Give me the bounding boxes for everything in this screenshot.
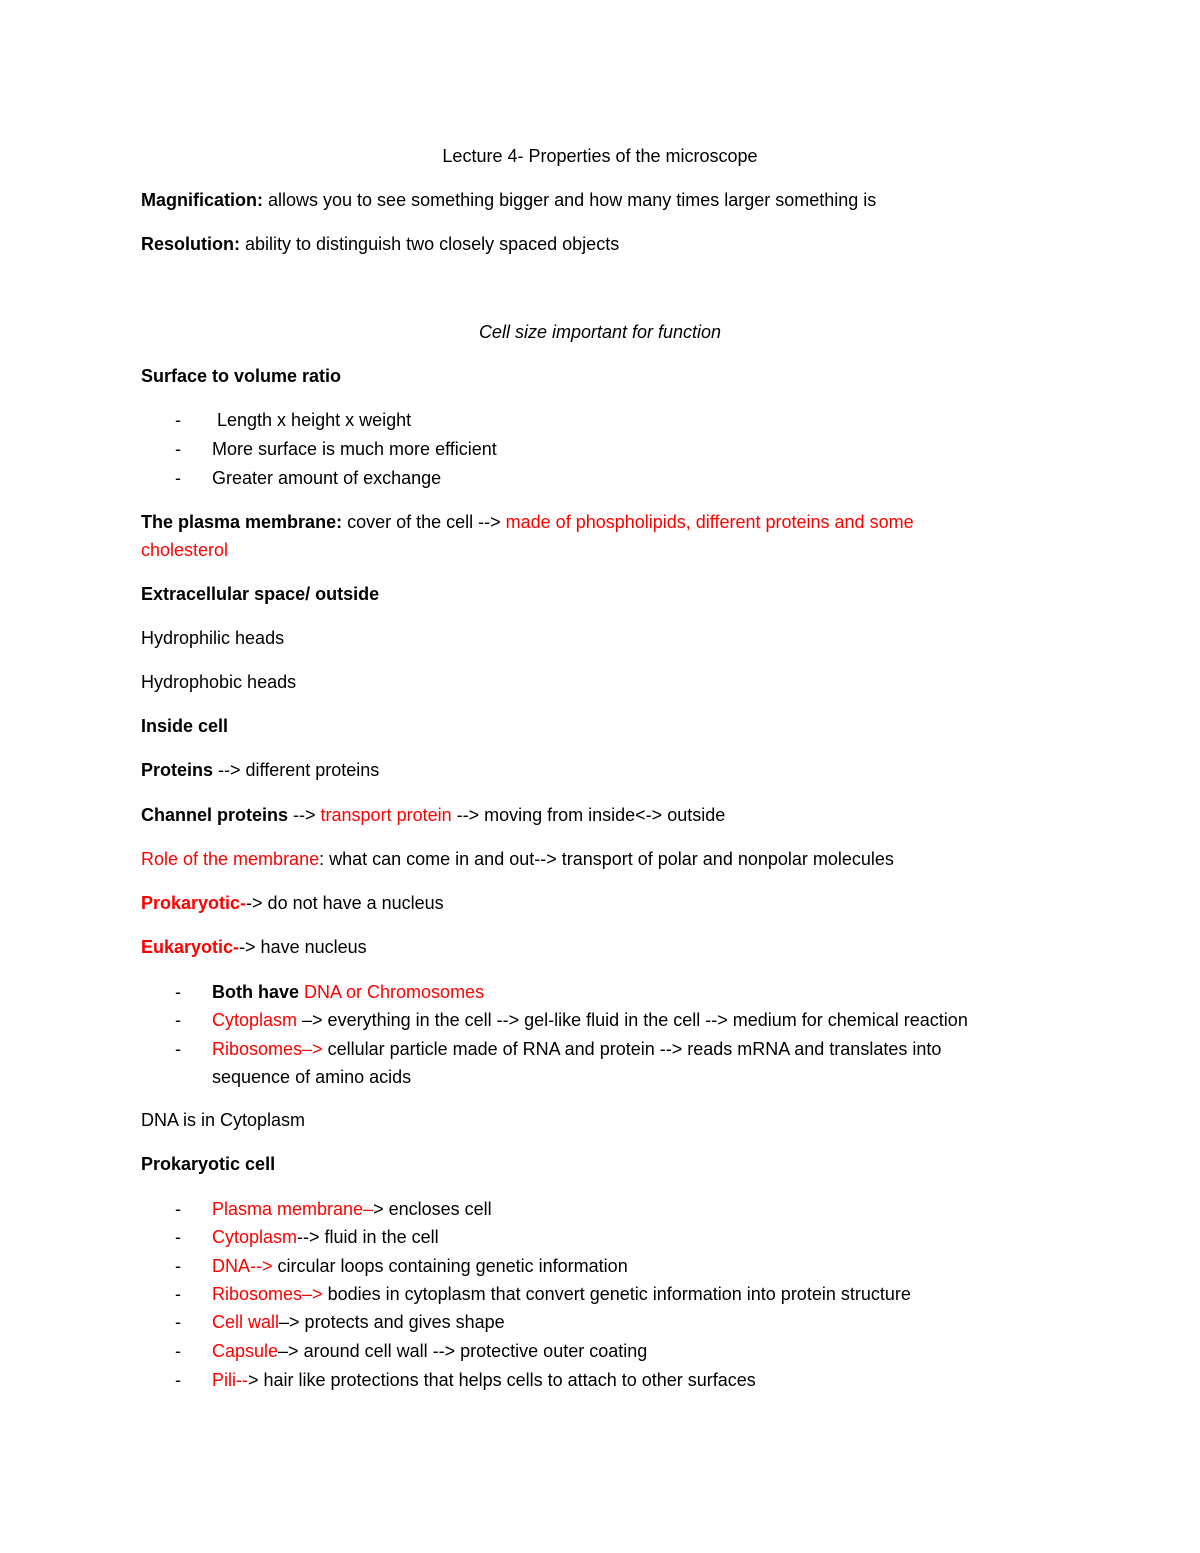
proteins-label: Proteins xyxy=(141,760,214,780)
list-item-text: Greater amount of exchange xyxy=(212,468,442,488)
list-item-text: --> fluid in the cell xyxy=(297,1227,439,1247)
list-item-text: bodies in cytoplasm that convert genetic information into protein structure xyxy=(327,1284,911,1304)
list-item xyxy=(175,1368,756,1392)
proteins-line xyxy=(141,758,379,782)
dash: - xyxy=(175,1312,181,1332)
list-item xyxy=(175,1282,911,1306)
list-item-text: cellular particle made of RNA and protein --> reads mRNA and translates into xyxy=(327,1039,942,1059)
list-item xyxy=(175,1037,941,1061)
dash: - xyxy=(175,1199,181,1219)
list-item xyxy=(175,466,441,490)
hydrophobic-line: Hydrophobic heads xyxy=(141,672,297,692)
magnification-text: allows you to see something bigger and how many times larger something is xyxy=(263,190,877,210)
resolution-text: ability to distinguish two closely spaced objects xyxy=(240,234,620,254)
list-item-text: > hair like protections that helps cells to attach to other surfaces xyxy=(248,1370,756,1390)
proteins-text: --> different proteins xyxy=(213,760,380,780)
channel-text: --> xyxy=(288,805,321,825)
plasma-red: made of phospholipids, different proteins and some xyxy=(505,512,914,532)
dash: - xyxy=(175,410,181,430)
list-item xyxy=(175,1197,492,1221)
prokaryotic-red: Prokaryotic- xyxy=(141,893,247,913)
prok-cell-heading: Prokaryotic cell xyxy=(141,1154,276,1174)
dash: - xyxy=(175,1010,181,1030)
role-text: : what can come in and out--> transport of polar and nonpolar molecules xyxy=(319,849,894,869)
list-item-red: Pili-- xyxy=(212,1370,248,1390)
dna-line: DNA is in Cytoplasm xyxy=(141,1110,306,1130)
dash: - xyxy=(175,982,181,1002)
plasma-red-cont: cholesterol xyxy=(141,540,229,560)
dash: - xyxy=(175,439,181,459)
plasma-text: cover of the cell --> xyxy=(342,512,506,532)
role-red: Role of the membrane xyxy=(141,849,320,869)
dash: - xyxy=(175,1039,181,1059)
prokaryotic-text: -> do not have a nucleus xyxy=(246,893,444,913)
eukaryotic-text: -> have nucleus xyxy=(239,937,367,957)
dash: - xyxy=(175,1256,181,1276)
list-item-text: > encloses cell xyxy=(373,1199,492,1219)
magnification-line xyxy=(141,188,876,212)
list-item-red: Ribosomes–> xyxy=(212,1039,328,1059)
role-line xyxy=(141,847,894,871)
list-item-text: More surface is much more efficient xyxy=(212,439,497,459)
list-item xyxy=(175,408,411,432)
dash: - xyxy=(175,1284,181,1304)
channel-label: Channel proteins xyxy=(141,805,289,825)
prokaryotic-line xyxy=(141,891,444,915)
list-item xyxy=(175,437,497,461)
dash: - xyxy=(175,1341,181,1361)
list-item xyxy=(175,1008,968,1032)
list-item-text: Length x height x weight xyxy=(212,410,412,430)
list-item xyxy=(175,1310,505,1334)
sv-heading: Surface to volume ratio xyxy=(141,366,342,386)
list-item-text: –> around cell wall --> protective outer coating xyxy=(278,1341,648,1361)
list-item xyxy=(175,1254,628,1278)
channel-red: transport protein xyxy=(320,805,452,825)
list-item-red: Cell wall xyxy=(212,1312,280,1332)
inside-heading: Inside cell xyxy=(141,716,229,736)
eukaryotic-red: Eukaryotic- xyxy=(141,937,240,957)
list-item-cont: sequence of amino acids xyxy=(212,1067,412,1087)
list-item-red: Capsule xyxy=(212,1341,279,1361)
list-item xyxy=(175,1225,439,1249)
list-item-red: Plasma membrane– xyxy=(212,1199,374,1219)
eukaryotic-line xyxy=(141,935,367,959)
list-item-red: Ribosomes–> xyxy=(212,1284,328,1304)
page-title: Lecture 4- Properties of the microscope xyxy=(442,146,758,166)
list-item xyxy=(175,980,484,1004)
extracellular-heading: Extracellular space/ outside xyxy=(141,584,380,604)
resolution-label: Resolution: xyxy=(141,234,240,254)
list-item-red: DNA--> xyxy=(212,1256,278,1276)
dash: - xyxy=(175,1227,181,1247)
list-item-bold: Both have xyxy=(212,982,305,1002)
subtitle: Cell size important for function xyxy=(478,322,722,342)
list-item-red: Cytoplasm xyxy=(212,1010,303,1030)
plasma-label: The plasma membrane: xyxy=(141,512,343,532)
dash: - xyxy=(175,468,181,488)
list-item-text: –> everything in the cell --> gel-like fluid in the cell --> medium for chemical reaction xyxy=(302,1010,968,1030)
channel-text: --> moving from inside<-> outside xyxy=(451,805,726,825)
list-item-text: circular loops containing genetic information xyxy=(277,1256,628,1276)
plasma-line xyxy=(141,510,914,534)
magnification-label: Magnification: xyxy=(141,190,263,210)
dash: - xyxy=(175,1370,181,1390)
resolution-line xyxy=(141,232,619,256)
list-item xyxy=(175,1339,647,1363)
channel-line xyxy=(141,803,725,827)
hydrophilic-line: Hydrophilic heads xyxy=(141,628,285,648)
list-item-text: –> protects and gives shape xyxy=(279,1312,505,1332)
list-item-red: DNA or Chromosomes xyxy=(304,982,485,1002)
list-item-red: Cytoplasm xyxy=(212,1227,298,1247)
